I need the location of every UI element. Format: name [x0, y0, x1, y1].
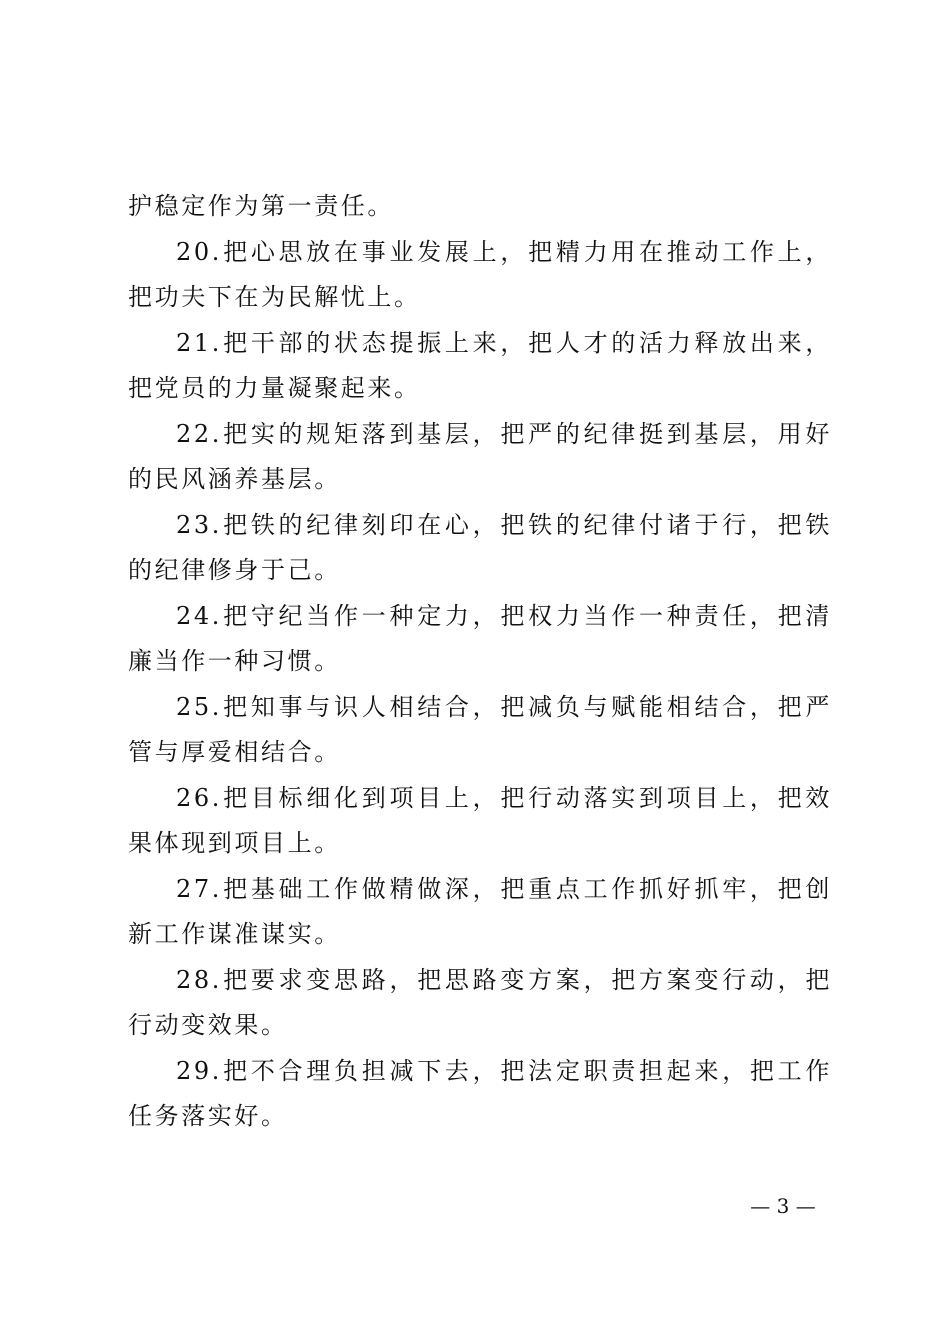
paragraph-item-22: 22.把实的规矩落到基层，把严的纪律挺到基层，用好的民风涵养基层。 [128, 419, 832, 493]
paragraph-item-20: 20.把心思放在事业发展上，把精力用在推动工作上，把功夫下在为民解忧上。 [128, 237, 832, 311]
paragraph-item-28: 28.把要求变思路，把思路变方案，把方案变行动，把行动变效果。 [128, 965, 832, 1039]
paragraph-item-23: 23.把铁的纪律刻印在心，把铁的纪律付诸于行，把铁的纪律修身于己。 [128, 510, 832, 584]
paragraph-continuation: 护稳定作为第一责任。 [128, 192, 394, 220]
paragraph-item-29: 29.把不合理负担减下去，把法定职责担起来，把工作任务落实好。 [128, 1056, 832, 1130]
document-body [128, 184, 832, 1140]
paragraph-item-26: 26.把目标细化到项目上，把行动落实到项目上，把效果体现到项目上。 [128, 783, 832, 857]
paragraph-item-24: 24.把守纪当作一种定力，把权力当作一种责任，把清廉当作一种习惯。 [128, 601, 832, 675]
page-number: — 3 — [750, 1194, 816, 1218]
paragraph-item-27: 27.把基础工作做精做深，把重点工作抓好抓牢，把创新工作谋准谋实。 [128, 874, 832, 948]
paragraph-item-25: 25.把知事与识人相结合，把减负与赋能相结合，把严管与厚爱相结合。 [128, 692, 832, 766]
paragraph-item-21: 21.把干部的状态提振上来，把人才的活力释放出来，把党员的力量凝聚起来。 [128, 328, 832, 402]
